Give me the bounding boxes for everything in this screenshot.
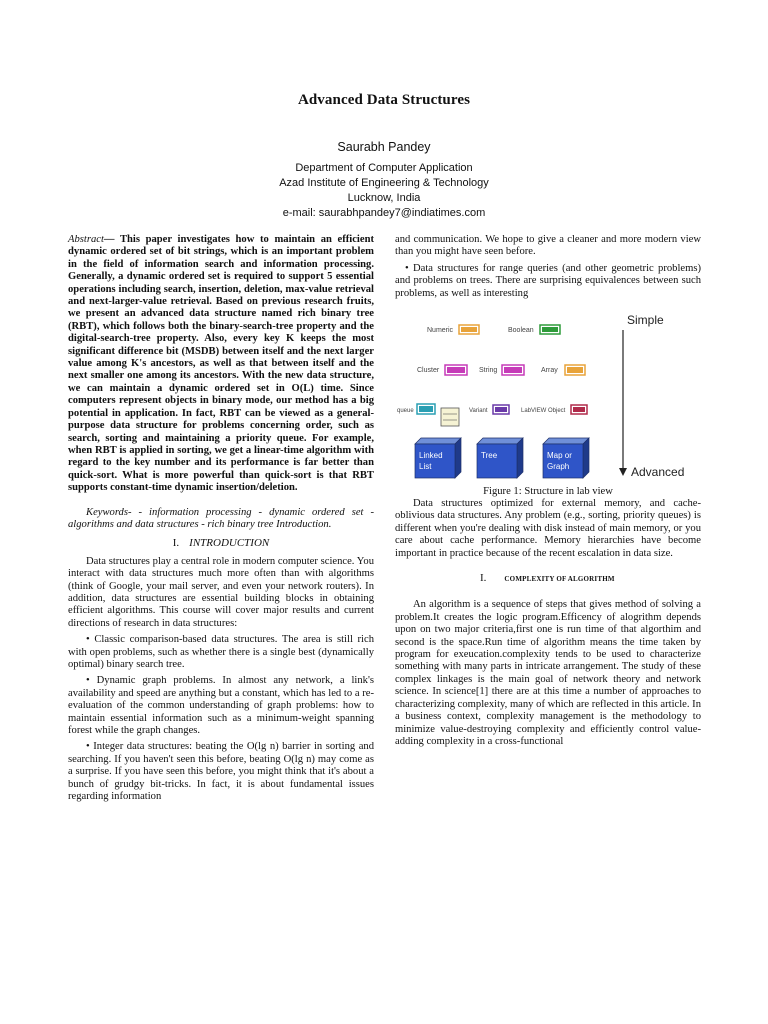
item-boolean — [508, 325, 560, 334]
svg-text:List: List — [419, 462, 432, 471]
box-tree — [477, 438, 523, 478]
item-queue — [397, 404, 459, 426]
arrow-head — [619, 468, 627, 476]
figure-labview-structure — [395, 308, 701, 496]
svg-text:Array: Array — [541, 367, 558, 374]
svg-text:Cluster: Cluster — [417, 367, 440, 374]
section-title: INTRODUCTION — [189, 537, 270, 550]
paragraph: and communication. We hope to give a cleaner and more modern view than you might have seen before. — [395, 234, 701, 258]
item-numeric — [427, 325, 479, 334]
svg-text:Map or: Map or — [547, 451, 572, 460]
item-labview-object — [521, 405, 587, 414]
figure-top-label: Simple — [627, 313, 664, 327]
svg-text:Graph: Graph — [547, 462, 570, 471]
paragraph: Data structures play a central role in modern computer science. You interact with data structures much more often than with algorithms (think of Google, your mail server, and even your network routers). In addition, data structures are essential building blocks in obtaining efficient algorithms. This course will cover major results and current directions of research in data structures: — [68, 555, 374, 629]
svg-text:queue: queue — [397, 408, 414, 414]
section-number: I. — [480, 572, 487, 585]
item-cluster — [417, 365, 467, 375]
section-heading — [480, 572, 701, 585]
svg-text:Boolean: Boolean — [508, 327, 534, 334]
paper-title: Advanced Data Structures — [297, 92, 471, 108]
figure-bottom-label: Advanced — [631, 465, 685, 479]
svg-text:LabVIEW Object: LabVIEW Object — [521, 408, 566, 414]
svg-text:String: String — [479, 367, 498, 374]
svg-text:Variant: Variant — [469, 408, 488, 414]
bullet-paragraph: • Classic comparison-based data structures. The area is still rich with open problems, such as whether there is a single best (dynamically optimal) binary search tree. — [68, 634, 374, 670]
box-map-or-graph — [543, 438, 589, 478]
abstract-text: — This paper investigates how to maintain an efficient dynamic ordered set of bit strings, which is an important problem in the field of information search and information processing. Generally, a dynamic ordered set is required to support 5 essential operations including search, insertion, deletion, max-value retrieval and next-larger-value retrieval. Based on previous research fruits, we present an advanced data structure named rich binary tree (RBT), which follows both the binary-search-tree property and the digital-search-tree property. Also, every key K keeps the most significant difference bit (MSDB) between itself and the next larger value among K's ancestors, as well as that between itself and the next smaller one among its ancestors. With the new data structure, we can maintain a dynamic ordered set in O(L) time. Since computers represent objects in binary mode, our method has a big potential in application. In fact, RBT can be viewed as a general-purpose data structure for problems concerning order, such as search, sorting and maintaining a priority queue. For example, when RBT is applied in sorting, we get a linear-time algorithm with regard to the key number and its performance is far better than quick-sort. What is more powerful than quick-sort is that RBT supports constant-time dynamic insertion/deletion. — [68, 234, 374, 494]
item-array — [541, 365, 585, 375]
paragraph: Data structures optimized for external memory, and cache-oblivious data structures. Any problem (e.g., sorting, priority queues) is different when you're dealing with disk instead of main memory, or you care about cache performance. Memory hierarchies have become important in practice because of the recent escalation in data size. — [395, 498, 701, 559]
bullet-paragraph: • Dynamic graph problems. In almost any network, a link's availability and speed are anything but a constant, which has led to a re-evaluation of the common understanding of graph problems: how to maintain essential information such as a minimum-weight spanning forest while the graph changes. — [68, 675, 374, 737]
bullet-paragraph: • Data structures for range queries (and other geometric problems) and problems on trees. There are surprising equivalences between such problems, as well as interesting — [395, 262, 701, 299]
author-email: e-mail: saurabhpandey7@indiatimes.com — [282, 207, 486, 219]
section-heading — [68, 537, 374, 549]
author-block — [0, 140, 768, 221]
figure-caption: Figure 1: Structure in lab view — [483, 486, 613, 497]
item-string — [479, 365, 524, 375]
affiliation-line: Department of Computer Application — [295, 162, 473, 174]
svg-text:Numeric: Numeric — [427, 327, 454, 334]
affiliation-line: Azad Institute of Engineering & Technology — [279, 177, 489, 189]
left-column — [68, 234, 374, 803]
keywords: Keywords- - information processing - dynamic ordered set - algorithms and data structures - rich binary tree Introduction. — [68, 506, 374, 530]
author-name: Saurabh Pandey — [337, 140, 431, 154]
section-number: I. — [172, 537, 180, 550]
abstract-label: Abstract — [68, 234, 104, 245]
svg-text:Linked: Linked — [419, 451, 443, 460]
bullet-paragraph: • Integer data structures: beating the O(lg n) barrier in sorting and searching. If you haven't seen this before, beating O(lg n) may come as a surprise. If you have seen this before, you might think that it's about a bunch of grudgy bit-tricks. In fact, it is about fundamental issues regarding information — [68, 741, 374, 803]
figure-svg — [395, 308, 701, 484]
affiliation-line: Lucknow, India — [347, 192, 421, 204]
right-column-body — [395, 498, 701, 748]
paragraph: An algorithm is a sequence of steps that gives method of solving a problem.It creates the logic program.Efficency of alogrithm depends upon on two major criteria,first one is run time of that algorthim and second is the space.Run time of algorithm means the time taken by program for exeucation.complexity tends to be used to characterize something with many parts in intricate arrangement. The study of these complex linkages is the main goal of network theory and network science. In science[1] there are at this time a number of approaches to characterizing complexity, many of which are reflected in this article. In a business context, complexity management is the methodology to minimize value-destroying complexity and efficiently control value-adding complexity in a cross-functional — [395, 599, 701, 747]
right-column-top — [395, 234, 701, 300]
section-title: COMPLEXITY OF ALGORITHM — [504, 575, 615, 584]
svg-text:Tree: Tree — [481, 451, 498, 460]
item-variant — [469, 405, 509, 414]
box-linked-list — [415, 438, 461, 478]
abstract — [68, 234, 374, 495]
